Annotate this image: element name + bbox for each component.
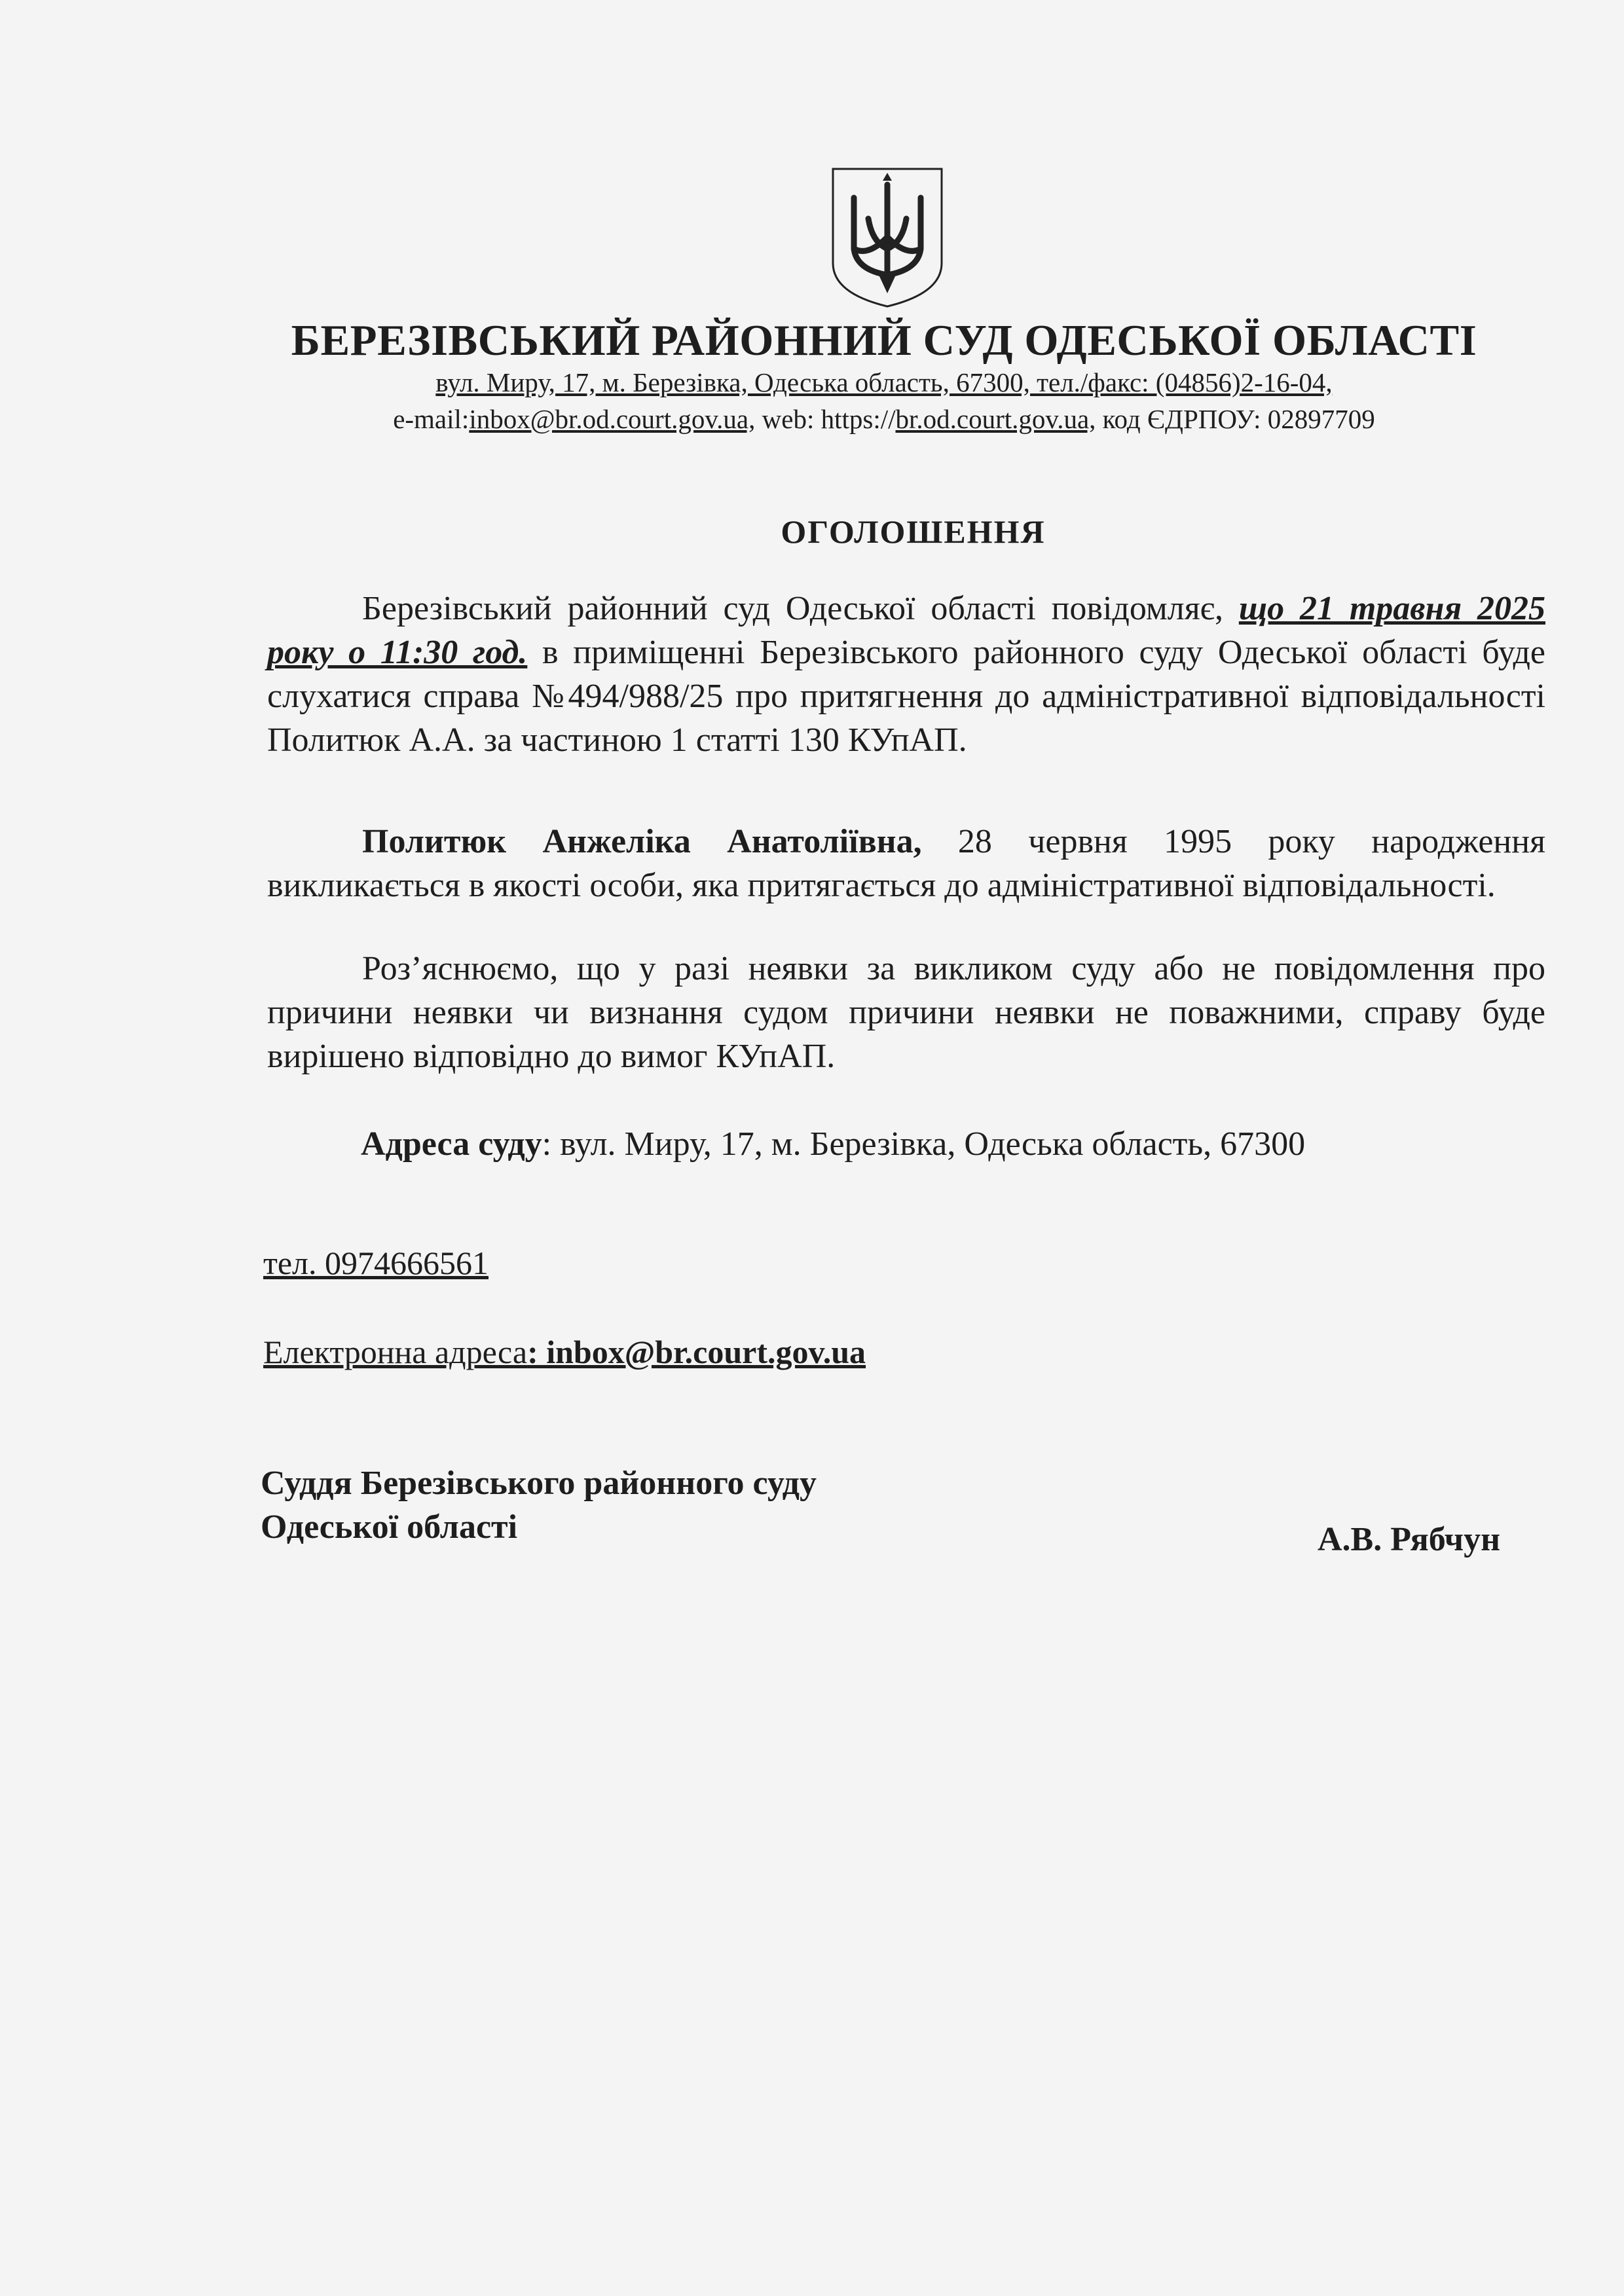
court-address-value: : вул. Миру, 17, м. Березівка, Одеська область, 67300	[542, 1125, 1306, 1163]
hearing-case-text: в приміщенні Березівського районного суду Одеської області буде слухатися справа №494/988/25 про притягнення до адміністративної відповідальності Политюк А.А. за частиною 1 статті 130 КУпАП.	[267, 634, 1545, 759]
court-email-address[interactable]: : inbox@br.court.gov.ua	[527, 1334, 866, 1370]
court-phone-number[interactable]: тел. 0974666561	[263, 1245, 489, 1281]
summons-text: 28 червня 1995 року народження викликається в якості особи, яка притягається до адміністративної відповідальності.	[267, 823, 1545, 904]
court-address-line	[361, 1122, 1305, 1166]
hearing-intro-text: Березівський районний суд Одеської області повідомляє,	[362, 590, 1239, 627]
judge-position-line2: Одеської області	[261, 1508, 518, 1546]
web-prefix: web: https://	[755, 404, 896, 434]
judge-name: А.В. Рябчун	[1318, 1521, 1501, 1558]
email-prefix: e-mail:	[393, 404, 470, 434]
court-website-link[interactable]: br.od.court.gov.ua,	[895, 404, 1096, 434]
summoned-person-name: Политюк Анжеліка Анатоліївна,	[362, 823, 922, 860]
coat-of-arms-trident-icon	[829, 165, 946, 310]
notice-title: ОГОЛОШЕННЯ	[781, 513, 1046, 550]
explanation-text: Роз’яснюємо, що у разі неявки за викликом суду або не повідомлення про причини неявки чи визнання судом причини неявки не поважними, справу буде вирішено відповідно до вимог КУпАП.	[267, 950, 1545, 1075]
court-online-contacts	[196, 403, 1572, 435]
court-email-line	[263, 1333, 866, 1371]
court-address-contacts	[196, 367, 1572, 399]
court-postal-address: вул. Миру, 17, м. Березівка, Одеська область, 67300, тел./факс: (04856)2-16-04,	[435, 367, 1333, 397]
notice-paragraph-explanation	[267, 947, 1545, 1078]
notice-paragraph-hearing	[267, 587, 1545, 762]
edrpou-code: код ЄДРПОУ: 02897709	[1096, 404, 1375, 434]
judge-position	[261, 1461, 817, 1549]
court-address-label: Адреса суду	[361, 1125, 542, 1163]
judge-position-line1: Суддя Березівського районного суду	[261, 1465, 817, 1502]
court-email-link[interactable]: inbox@br.od.court.gov.ua,	[469, 404, 756, 434]
court-name-heading: БЕРЕЗІВСЬКИЙ РАЙОННИЙ СУД ОДЕСЬКОЇ ОБЛАСТІ	[291, 316, 1477, 365]
notice-paragraph-summons	[267, 820, 1545, 907]
court-email-label: Електронна адреса	[263, 1334, 528, 1370]
hearing-date-time: що 21 травня 2025 року о 11:30 год.	[267, 590, 1545, 671]
